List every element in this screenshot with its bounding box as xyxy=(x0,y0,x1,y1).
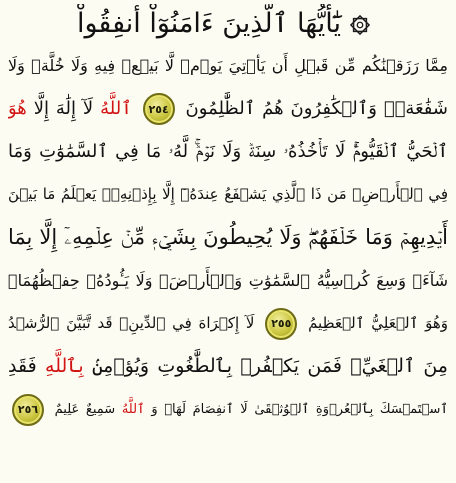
verse-text: فِي ٱلۡأَرۡضِۗ مَن ذَا ٱلَّذِي يَشۡفَعُ عِندَهُۥٓ إِلَّا بِإِذۡنِهِۦۚ يَعۡلَمُ مَا بَيۡنَ xyxy=(8,185,448,203)
divine-name-text: ٱللَّهُ xyxy=(121,402,145,417)
ayah-number-marker: ٢٥٥ xyxy=(265,308,297,340)
ayah-number-marker: ٢٥٦ xyxy=(12,394,44,426)
verse-text: لَآ إِلَٰهَ إِلَّا xyxy=(33,98,94,119)
divine-name-text: بِٱللَّهِ xyxy=(45,355,84,377)
verse-line xyxy=(8,173,448,216)
rub-el-hizb-icon xyxy=(349,14,371,36)
verse-text: وَهُوَ ٱلۡعَلِيُّ ٱلۡعَظِيمُ xyxy=(308,314,448,332)
verse-text: أَيۡدِيهِمۡ وَمَا خَلۡفَهُمۡۖ وَلَا يُحِيطُونَ بِشَيۡءٖ مِّنۡ عِلۡمِهِۦٓ إِلَّا بِمَا xyxy=(8,225,448,249)
verse-text: شَآءَۚ وَسِعَ كُرۡسِيُّهُ ٱلسَّمَٰوَٰتِ وَٱلۡأَرۡضَۖ وَلَا يَـُٔودُهُۥ حِفۡظُهُمَاۚ xyxy=(8,271,448,290)
verse-text: ٱسۡتَمۡسَكَ بِٱلۡعُرۡوَةِ ٱلۡوُثۡقَىٰ لَا ٱنفِصَامَ لَهَاۗ وَ xyxy=(151,402,448,417)
divine-name-text: ٱللَّهُ xyxy=(100,98,132,119)
verse-text: يَٰٓأَيُّهَا ٱلَّذِينَ ءَامَنُوٓاْ أَنفِقُواْ xyxy=(76,8,341,39)
verse-text: ٱلۡحَيُّ ٱلۡقَيُّومُۚ لَا تَأۡخُذُهُۥ سِنَةٞ وَلَا نَوۡمٞۚ لَّهُۥ مَا فِي ٱلسَّمَٰوَٰتِ وَمَا xyxy=(8,141,448,162)
verse-line xyxy=(8,44,448,87)
ayah-number-marker: ٢٥٤ xyxy=(143,93,175,125)
verse-text: شَفَٰعَةٞۗ وَٱلۡكَٰفِرُونَ هُمُ ٱلظَّٰلِمُونَ xyxy=(185,98,448,119)
verse-line xyxy=(8,302,448,345)
verse-text: سَمِيعٌ عَلِيمٌ xyxy=(54,402,116,417)
verse-text: لَآ إِكۡرَاهَ فِي ٱلدِّينِۖ قَد تَّبَيَّنَ ٱلرُّشۡدُ xyxy=(8,314,255,332)
verse-text: فَقَدِ xyxy=(8,355,37,377)
verse-line xyxy=(8,345,448,388)
verse-text: مِمَّا رَزَقۡنَٰكُم مِّن قَبۡلِ أَن يَأۡتِيَ يَوۡمٞ لَّا بَيۡعٞ فِيهِ وَلَا خُلَّةٞ وَلَا xyxy=(8,56,448,75)
verse-line xyxy=(8,87,448,130)
verse-line xyxy=(8,130,448,173)
verse-line xyxy=(8,216,448,259)
verse-text: مِنَ ٱلۡغَيِّۚ فَمَن يَكۡفُرۡ بِٱلطَّٰغُوتِ وَيُؤۡمِنۢ xyxy=(92,355,448,377)
divine-name-text: هُوَ xyxy=(8,98,27,119)
verse-line xyxy=(8,259,448,302)
verse-line xyxy=(8,388,448,431)
verse-line-first xyxy=(8,4,448,44)
